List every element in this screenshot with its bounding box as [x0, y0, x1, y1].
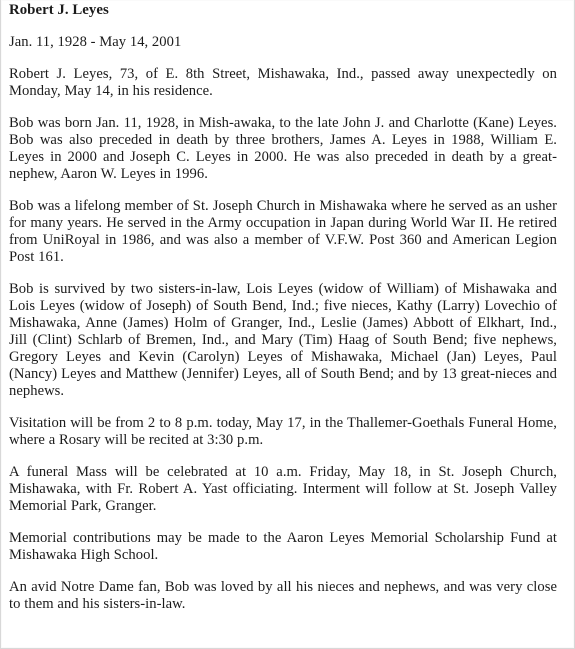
life-dates: Jan. 11, 1928 - May 14, 2001 [9, 34, 182, 50]
obituary-paragraph-survivors: Bob is survived by two sisters-in-law, Lois Leyes (widow of William) of Mishawaka and Lois Leyes (widow of Joseph) of South Bend, Ind.; five nieces, Kathy (Larry) Lovechio of Mishawaka, Anne (James) Holm of Granger, Ind., Leslie (James) Abbott of Elkhart, Ind., Jill (Clint) Schlarb of Bremen, Ind., and Mary (Tim) Haag of South Bend; five nephews, Gregory Leyes and Kevin (Carolyn) Leyes of Mishawaka, Michael (Jan) Leyes, Paul (Nancy) Leyes and Matthew (Jennifer) Leyes, all of South Bend; and by 13 great-nieces and nephews. [9, 281, 557, 399]
obituary-content [9, 2, 557, 613]
obituary-paragraph-family-history: Bob was born Jan. 11, 1928, in Mish-awaka, to the late John J. and Charlotte (Kane) Leyes. Bob was also preceded in death by three brothers, James A. Leyes in 1988, William E. Leyes in 2000 and Joseph C. Leyes in 2000. He was also preceded in death by a great- nephew, Aaron W. Leyes in 1996. [9, 115, 557, 182]
deceased-name-heading: Robert J. Leyes [9, 2, 109, 18]
obituary-paragraph-memorial: Memorial contributions may be made to the Aaron Leyes Memorial Scholarship Fund at Mishawaka High School. [9, 530, 557, 563]
obituary-paragraph-funeral: A funeral Mass will be celebrated at 10 a.m. Friday, May 18, in St. Joseph Church, Mishawaka, with Fr. Robert A. Yast officiating. Interment will follow at St. Joseph Valley Memorial Park, Granger. [9, 464, 557, 514]
obituary-paragraph-intro: Robert J. Leyes, 73, of E. 8th Street, Mishawaka, Ind., passed away unexpectedly on Monday, May 14, in his residence. [9, 66, 557, 99]
obituary-paragraph-life-service: Bob was a lifelong member of St. Joseph Church in Mishawaka where he served as an usher for many years. He served in the Army occupation in Japan during World War II. He retired from UniRoyal in 1986, and was also a member of V.F.W. Post 360 and American Legion Post 161. [9, 198, 557, 265]
obituary-paragraph-closing: An avid Notre Dame fan, Bob was loved by all his nieces and nephews, and was very close to them and his sisters-in-law. [9, 579, 557, 612]
obituary-paragraph-visitation: Visitation will be from 2 to 8 p.m. today, May 17, in the Thallemer-Goethals Funeral Home, where a Rosary will be recited at 3:30 p.m. [9, 415, 557, 448]
